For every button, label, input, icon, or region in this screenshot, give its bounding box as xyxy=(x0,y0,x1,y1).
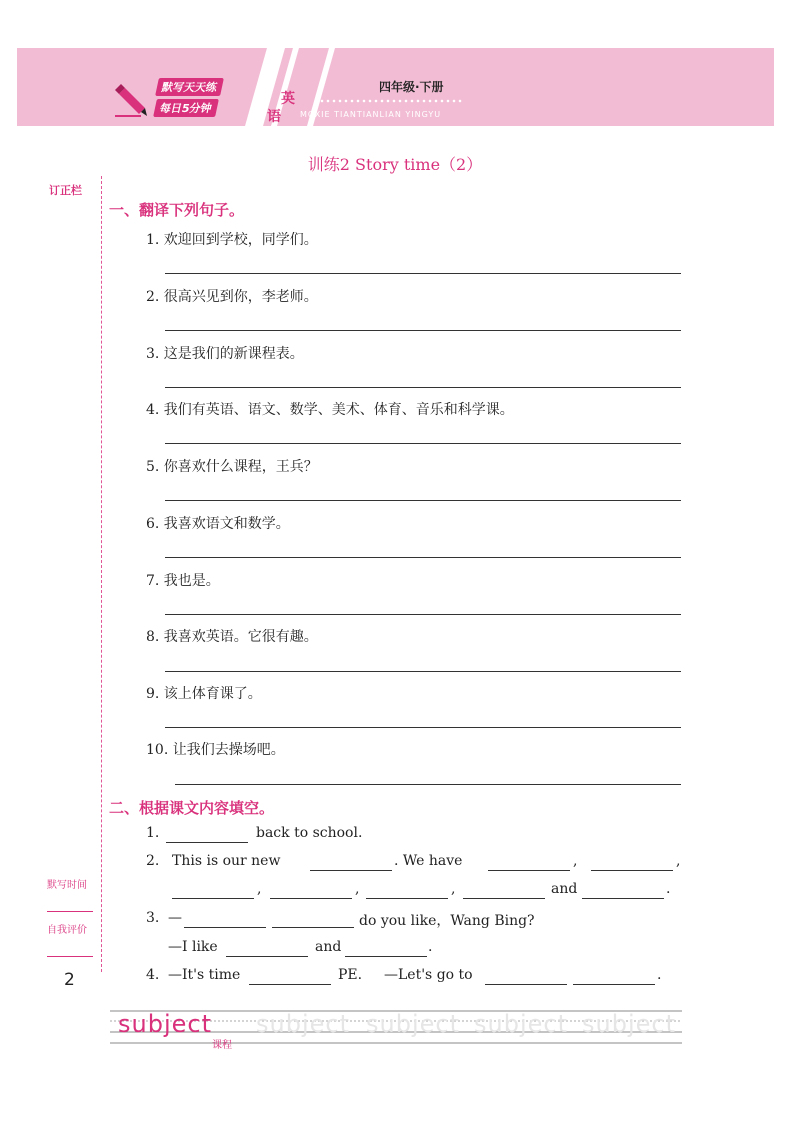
subject-char-ying: 英 xyxy=(281,91,295,107)
fill-q2-blank-5[interactable] xyxy=(270,898,352,899)
pencil-icon xyxy=(115,84,147,116)
fill-q2-text-a: This is our new xyxy=(172,853,281,869)
fill-q4-blank-2[interactable] xyxy=(485,984,567,985)
section1-title: 一、翻译下列句子。 xyxy=(109,201,245,219)
dictation-time-label: 默写时间 xyxy=(47,880,87,891)
subject-char-yu: 语 xyxy=(267,109,281,125)
footer-ghost-word-2: subject xyxy=(366,1010,460,1038)
correction-column-label: 订正栏 xyxy=(49,184,82,197)
fill-q3-blank-2[interactable] xyxy=(272,927,354,928)
answer-line-1[interactable] xyxy=(165,273,681,274)
fill-q2-number: 2. xyxy=(146,853,160,869)
fill-q3-blank-3[interactable] xyxy=(226,956,308,957)
fill-q4-blank-1[interactable] xyxy=(249,984,331,985)
answer-line-3[interactable] xyxy=(165,387,681,388)
answer-line-9[interactable] xyxy=(165,727,681,728)
answer-line-8[interactable] xyxy=(165,671,681,672)
margin-divider xyxy=(101,176,102,972)
self-eval-label: 自我评价 xyxy=(47,925,87,936)
fill-q2-comma-5: , xyxy=(451,881,456,897)
question-8: 8. 我喜欢英语。它很有趣。 xyxy=(146,629,318,645)
answer-line-2[interactable] xyxy=(165,330,681,331)
fill-q1-text: back to school. xyxy=(256,825,363,841)
question-5: 5. 你喜欢什么课程，王兵？ xyxy=(146,459,318,475)
question-2: 2. 很高兴见到你，李老师。 xyxy=(146,289,318,305)
self-eval-rule xyxy=(47,956,93,957)
fill-q4-blank-3[interactable] xyxy=(573,984,655,985)
fill-q2-text-b: . We have xyxy=(394,853,463,869)
fill-q3-blank-4[interactable] xyxy=(345,956,427,957)
question-3: 3. 这是我们的新课程表。 xyxy=(146,346,304,362)
answer-line-10[interactable] xyxy=(175,784,681,785)
answer-line-6[interactable] xyxy=(165,557,681,558)
pinyin-label: MOXIE TIANTIANLIAN YINGYU xyxy=(300,110,442,119)
fill-q2-blank-7[interactable] xyxy=(463,898,545,899)
fill-q2-blank-4[interactable] xyxy=(172,898,254,899)
question-6: 6. 我喜欢语文和数学。 xyxy=(146,516,290,532)
section2-title: 二、根据课文内容填空。 xyxy=(109,799,275,817)
fill-q3-text-a: do you like，Wang Bing? xyxy=(359,913,535,929)
fill-q4-text-a: —It's time xyxy=(168,967,241,983)
answer-line-4[interactable] xyxy=(165,443,681,444)
fill-q2-blank-3[interactable] xyxy=(591,870,673,871)
fill-q3-reply: —I like xyxy=(168,939,218,955)
answer-line-7[interactable] xyxy=(165,614,681,615)
fill-q4-period: . xyxy=(657,967,662,983)
fill-q3-period: . xyxy=(428,939,433,955)
fill-q3-blank-1[interactable] xyxy=(184,927,266,928)
answer-line-5[interactable] xyxy=(165,500,681,501)
question-10: 10. 让我们去操场吧。 xyxy=(146,742,285,758)
question-4: 4. 我们有英语、语文、数学、美术、体育、音乐和科学课。 xyxy=(146,402,514,418)
fill-q3-number: 3. xyxy=(146,910,160,926)
footer-ghost-word-4: subject xyxy=(582,1010,676,1038)
question-9: 9. 该上体育课了。 xyxy=(146,686,262,702)
footer-vocab-word: subject xyxy=(118,1010,212,1038)
fill-q2-blank-6[interactable] xyxy=(366,898,448,899)
fill-q2-blank-1[interactable] xyxy=(310,870,392,871)
fill-q1-blank-1[interactable] xyxy=(166,842,248,843)
footer-ghost-word-3: subject xyxy=(474,1010,568,1038)
dictation-time-rule xyxy=(47,911,93,912)
fill-q2-comma-2: , xyxy=(676,853,681,869)
dotted-divider xyxy=(313,99,463,103)
fill-q2-period: . xyxy=(666,881,671,897)
question-1: 1. 欢迎回到学校，同学们。 xyxy=(146,232,318,248)
badge-five-minutes: 每日5分钟 xyxy=(153,99,218,117)
fill-q4-text-b: PE. xyxy=(338,967,363,983)
footer-ghost-word-1: subject xyxy=(256,1010,350,1038)
fill-q2-and: and xyxy=(551,881,578,897)
fill-q4-number: 4. xyxy=(146,967,160,983)
fill-q4-text-c: —Let's go to xyxy=(384,967,473,983)
question-7: 7. 我也是。 xyxy=(146,573,220,589)
badge-daily-practice: 默写天天练 xyxy=(155,78,224,96)
fill-q2-comma-1: , xyxy=(573,853,578,869)
fill-q2-comma-3: , xyxy=(257,881,262,897)
footer-vocab-meaning: 课程 xyxy=(212,1040,232,1051)
fill-q3-and: and xyxy=(315,939,342,955)
header-banner xyxy=(17,48,774,126)
grade-label: 四年级·下册 xyxy=(379,80,444,94)
lesson-title: 训练2 Story time（2） xyxy=(307,155,483,174)
fill-q3-dash: — xyxy=(168,910,182,926)
fill-q2-blank-8[interactable] xyxy=(582,898,664,899)
fill-q2-comma-4: , xyxy=(355,881,360,897)
fill-q1-number: 1. xyxy=(146,825,160,841)
fill-q2-blank-2[interactable] xyxy=(488,870,570,871)
page-number: 2 xyxy=(64,970,75,990)
